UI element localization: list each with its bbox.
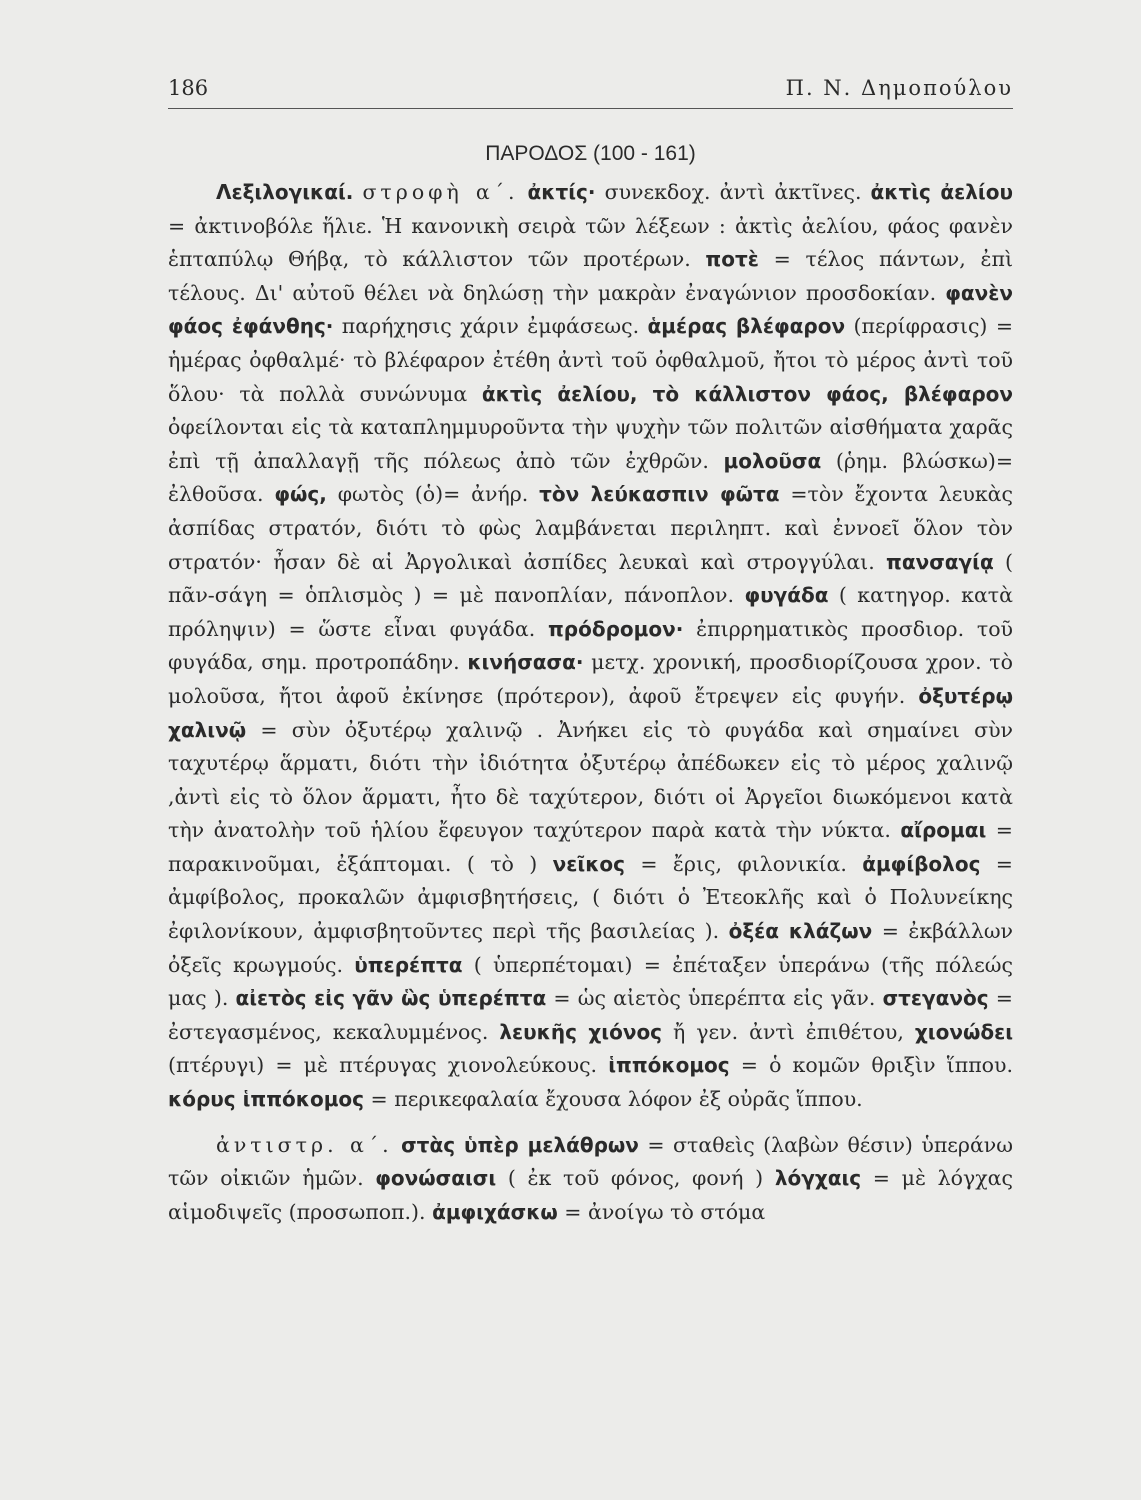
paragraph (168, 176, 1013, 1117)
lemma-term: λόγχαις (774, 1166, 862, 1191)
lemma-term: ἁμέρας βλέφαρον (647, 314, 846, 339)
lemma-term: χιονώδει (914, 1019, 1013, 1044)
running-head: Π. Ν. Δημοπούλου (785, 76, 1013, 100)
gloss-text: = παρακινοῦμαι, ἐξάπτομαι. ( τὸ ) (168, 818, 1013, 876)
gloss-text: = τέλος πάντων, ἐπὶ τέλους. Δι' αὐτοῦ θέλει νὰ δηλώσῃ τὴν μακρὰν ἐναγώνιον προσδοκίαν. (168, 247, 1013, 305)
lemma-term: φανὲν φάος ἐφάνθης· (168, 280, 1013, 339)
gloss-text: ὀφείλονται εἰς τὰ καταπλημμυροῦντα τὴν ψυχὴν τῶν πολιτῶν αἰσθήματα χαρᾶς ἐπὶ τῇ ἀπαλλαγῇ τῆς πόλεως ἀπὸ τῶν ἐχθρῶν. (168, 415, 1013, 473)
gloss-text: =τὸν ἔχοντα λευκὰς ἀσπίδας στρατόν, διότι τὸ φὼς λαμβάνεται περιληπτ. καὶ ἐννοεῖ ὅλον τὸν στρατόν· ἦσαν δὲ αἱ Ἀργολικαὶ ἀσπίδες λευκαὶ καὶ στρογγύλαι. (168, 482, 1014, 574)
strophe-label: στροφὴ α΄. (362, 180, 519, 204)
gloss-text: ( πᾶν-σάγη = ὁπλισμὸς ) = μὲ πανοπλίαν, πάνοπλον. (168, 549, 1013, 608)
lemma-term: στεγανὸς (882, 986, 989, 1011)
lemma-term: κόρυς ἱππόκομος (168, 1087, 365, 1112)
lemma-term: ἀκτὶς ἀελίου (870, 180, 1013, 204)
gloss-text: παρήχησις χάριν ἐμφάσεως. (333, 314, 648, 339)
gloss-text: = ἔρις, φιλονικία. (625, 851, 863, 876)
lemma-term: πανσαγίᾳ (886, 549, 994, 574)
lemma-term: ποτὲ (705, 247, 759, 272)
gloss-text: = ὡς αἰετὸς ὑπερέπτα εἰς γᾶν. (546, 986, 883, 1011)
gloss-text: = μὲ λόγχας αἱμοδιψεῖς (προσωποπ.). (168, 1166, 1013, 1224)
lemma-term: ἀκτίς· (527, 180, 596, 204)
lemma-term: αἴρομαι (900, 818, 987, 843)
gloss-text: = ἐστεγασμένος, κεκαλυμμένος. (168, 986, 1013, 1044)
strophe-label: ἀντιστρ. α΄. (216, 1132, 393, 1157)
lemma-term: Λεξιλογικαί. (216, 180, 354, 204)
gloss-text: = ἀκτινοβόλε ἥλιε. Ἡ κανονικὴ σειρὰ τῶν λέξεων : ἀκτὶς ἀελίου, φάος φανὲν ἑπταπύλῳ Θήβᾳ, τὸ κάλλιστον τῶν προτέρων. (168, 213, 1013, 272)
lemma-term: ἱππόκομος (608, 1053, 730, 1078)
lemma-term: αἰετὸς εἰς γᾶν ὣς ὑπερέπτα (235, 986, 547, 1011)
gloss-text: συνεκδοχ. ἀντὶ ἀκτῖνες. (595, 180, 871, 204)
gloss-text: = σταθεὶς (λαβὼν θέσιν) ὑπεράνω τῶν οἰκιῶν ἡμῶν. (168, 1132, 1013, 1191)
lemma-term: μολοῦσα (723, 448, 822, 473)
lemma-term: λευκῆς χιόνος (499, 1019, 663, 1044)
gloss-text: = ἐκβάλλων ὀξεῖς κρωγμούς. (168, 919, 1013, 977)
gloss-text: = ἀνοίγω τὸ στόμα (557, 1199, 766, 1224)
gloss-text (518, 180, 527, 204)
page-number: 186 (168, 76, 209, 100)
lemma-term: ὀξυτέρῳ χαλινῷ (168, 683, 1013, 742)
gloss-text: ( ὑπερπέτομαι) = ἐπέταξεν ὑπεράνω (τῆς πόλεώς μας ). (168, 952, 1013, 1011)
lemma-term: φώς, (274, 482, 327, 507)
gloss-text: ἐπιρρηματικὸς προσδιορ. τοῦ φυγάδα, σημ. προτροπάδην. (168, 616, 1013, 675)
gloss-text (393, 1133, 401, 1157)
lemma-term: νεῖκος (552, 851, 625, 876)
gloss-text: = ἀμφίβολος, προκαλῶν ἀμφισβητήσεις, ( διότι ὁ Ἐτεοκλῆς καὶ ὁ Πολυνείκης ἐφιλονίκουν, ἀμφισβητοῦντες περὶ τῆς βασιλείας ). (168, 851, 1013, 944)
body-text (168, 176, 1013, 1229)
lemma-term: κινήσασα· (467, 650, 584, 675)
header-rule (168, 108, 1013, 109)
gloss-text: ( ἐκ τοῦ φόνος, φονή ) (496, 1166, 775, 1191)
gloss-text: (ῥημ. βλώσκω)= ἐλθοῦσα. (168, 448, 1013, 507)
lemma-term: ὑπερέπτα (354, 952, 463, 977)
lemma-term: ἀκτὶς ἀελίου, τὸ κάλλιστον φάος, βλέφαρον (481, 381, 1013, 406)
lemma-term: ὀξέα κλάζων (728, 919, 873, 944)
lemma-term: ἀμφιχάσκω (432, 1199, 558, 1224)
paragraph (168, 1129, 1013, 1230)
gloss-text: ἤ γεν. ἀντὶ ἐπιθέτου, (662, 1019, 915, 1044)
gloss-text: = περικεφαλαία ἔχουσα λόφον ἐξ οὐρᾶς ἵππου. (364, 1087, 863, 1112)
lemma-term: φυγάδα (744, 583, 829, 608)
gloss-text: ( κατηγορ. κατὰ πρόληψιν) = ὥστε εἶναι φυγάδα. (168, 583, 1013, 641)
gloss-text: φωτὸς (ὁ)= ἀνήρ. (326, 482, 540, 507)
page-header (168, 70, 1013, 110)
section-heading: ΠΑΡΟΔΟΣ (100 - 161) (485, 142, 696, 165)
lemma-term: φονώσαισι (375, 1166, 497, 1191)
gloss-text: (πτέρυγι) = μὲ πτέρυγας χιονολεύκους. (168, 1053, 609, 1078)
lemma-term: τὸν λεύκασπιν φῶτα (539, 482, 780, 507)
lemma-term: στὰς ὑπὲρ μελάθρων (401, 1132, 639, 1157)
lemma-term: ἀμφίβολος (862, 851, 981, 876)
gloss-text: = σὺν ὀξυτέρῳ χαλινῷ . Ἀνήκει εἰς τὸ φυγάδα καὶ σημαίνει σὺν ταχυτέρῳ ἅρματι, διότι τὴν ἰδιότητα ὀξυτέρῳ ἀπέδωκεν εἰς τὸ μέρος χαλινῷ ,ἀντὶ εἰς τὸ ὅλον ἅρματι, ἦτο δὲ ταχύτερον, διότι οἱ Ἀργεῖοι διωκόμενοι κατὰ τὴν ἀνατολὴν τοῦ ἡλίου ἔφευγον ταχύτερον παρὰ κατὰ τὴν νύκτα. (168, 717, 1013, 843)
gloss-text: μετχ. χρονική, προσδιορίζουσα χρον. τὸ μολοῦσα, ἤτοι ἀφοῦ ἐκίνησε (πρότερον), ἀφοῦ ἔτρεψεν εἰς φυγήν. (168, 650, 1013, 708)
lemma-term: πρόδρομον· (547, 616, 684, 641)
gloss-text: = ὁ κομῶν θριξὶν ἵππου. (729, 1053, 1013, 1078)
gloss-text: (περίφρασις) = ἡμέρας ὀφθαλμέ· τὸ βλέφαρον ἐτέθη ἀντὶ τοῦ ὀφθαλμοῦ, ἤτοι τὸ μέρος ἀντὶ τοῦ ὅλου· τὰ πολλὰ συνώνυμα (168, 314, 1013, 406)
